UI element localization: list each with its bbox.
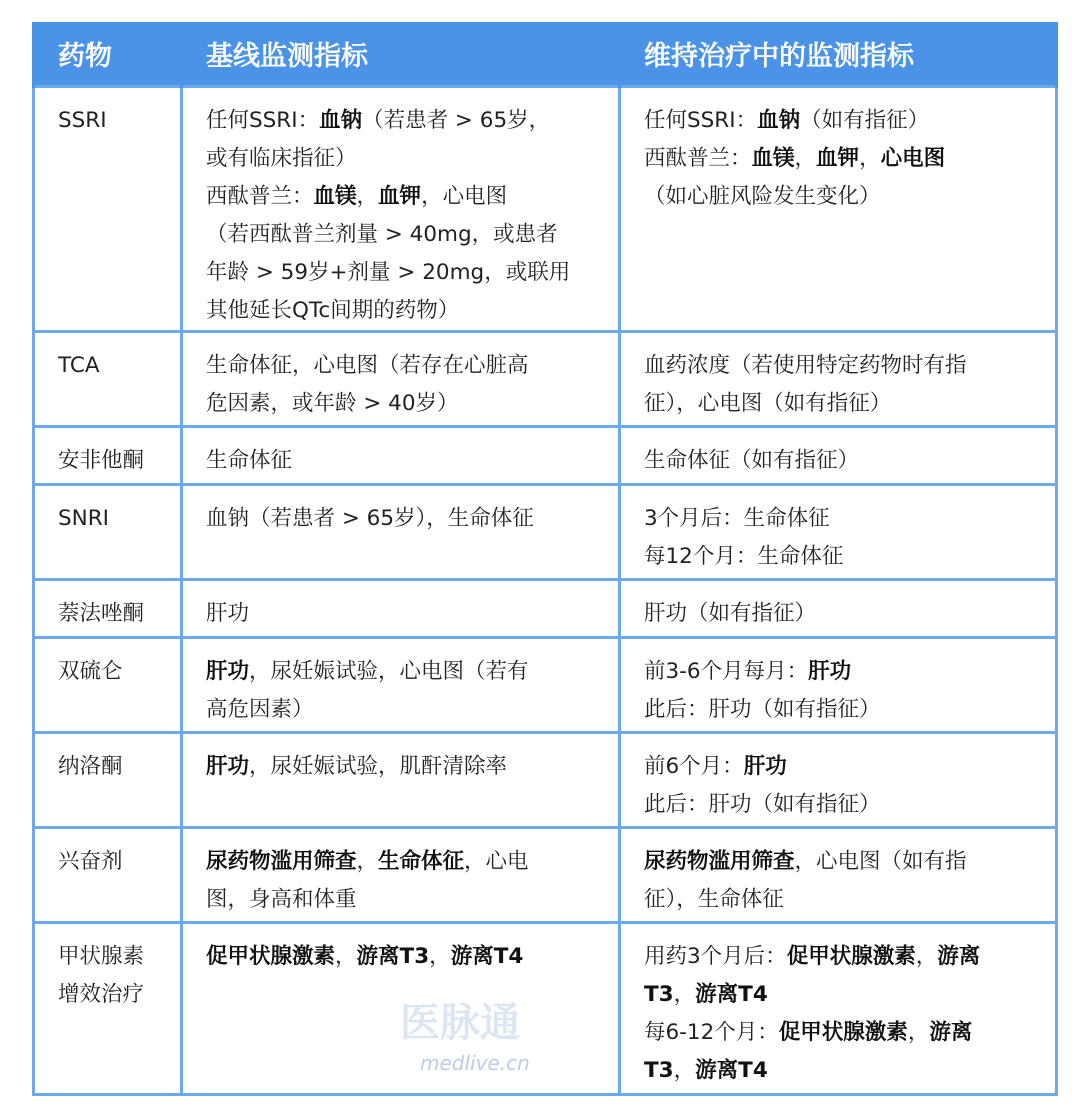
header-drug: 药物 <box>34 22 182 87</box>
bold-text: 血钾 <box>378 184 422 209</box>
text: 或有临床指征） <box>206 146 357 171</box>
cell-line <box>206 938 608 976</box>
cell-line <box>644 843 1045 881</box>
text: 此后：肝功（如有指征） <box>644 792 881 817</box>
text: ， <box>859 146 881 171</box>
text: ，心电 <box>464 849 529 874</box>
text: （若患者 > 65岁， <box>362 108 551 133</box>
maintenance-cell <box>620 733 1057 828</box>
text: （若西酞普兰剂量 > 40mg，或患者 <box>206 222 558 247</box>
bold-text: 促甲状腺激素 <box>206 944 336 969</box>
cell-line <box>206 140 608 178</box>
baseline-cell <box>182 427 620 485</box>
text: 生命体征（如有指征） <box>644 448 860 473</box>
drug-cell <box>34 427 182 485</box>
bold-text: 血钠 <box>757 108 801 133</box>
text: 前6个月： <box>644 754 744 779</box>
text: 高危因素） <box>206 697 314 722</box>
text: 西酞普兰： <box>644 146 752 171</box>
bold-text: 血镁 <box>751 146 795 171</box>
table-row <box>34 332 1057 427</box>
cell-line <box>206 595 608 633</box>
baseline-cell <box>182 332 620 427</box>
table-row <box>34 485 1057 580</box>
drug-name: 安非他酮 <box>58 448 145 473</box>
cell-line <box>644 442 1045 480</box>
bold-text: 肝功 <box>206 659 250 684</box>
drug-name: 双硫仑 <box>58 659 123 684</box>
maintenance-cell <box>620 580 1057 638</box>
bold-text: 血钾 <box>816 146 860 171</box>
table-row <box>34 87 1057 332</box>
cell-line <box>644 653 1045 691</box>
cell-line <box>644 976 1045 1014</box>
bold-text: 血镁 <box>313 184 357 209</box>
cell-line <box>644 140 1045 178</box>
cell-line <box>206 442 608 480</box>
text: 西酞普兰： <box>206 184 314 209</box>
drug-name: 兴奋剂 <box>58 849 123 874</box>
header-maintenance: 维持治疗中的监测指标 <box>620 22 1057 87</box>
cell-line <box>644 881 1045 919</box>
text: 图，身高和体重 <box>206 887 357 912</box>
cell-line <box>644 538 1045 576</box>
cell-line <box>206 500 608 538</box>
bold-text: 游离T4 <box>695 982 768 1007</box>
bold-text: 游离T4 <box>695 1058 768 1083</box>
text: （如有指征） <box>800 108 930 133</box>
cell-line <box>644 1014 1045 1052</box>
table-row <box>34 923 1057 1095</box>
maintenance-cell <box>620 828 1057 923</box>
text: ， <box>356 849 379 874</box>
drug-name: 甲状腺素 <box>58 944 145 969</box>
text: 任何SSRI： <box>644 108 758 133</box>
maintenance-cell <box>620 87 1057 332</box>
bold-text: 尿药物滥用筛查 <box>644 849 795 874</box>
text: 征），生命体征 <box>644 887 784 912</box>
drug-cell <box>34 332 182 427</box>
baseline-cell <box>182 580 620 638</box>
text: ，心电图（如有指 <box>794 849 967 874</box>
text: ， <box>335 944 357 969</box>
watermark-logo: 医脉通 <box>400 1000 520 1046</box>
table-row <box>34 427 1057 485</box>
table-body <box>34 87 1057 1095</box>
table-row <box>34 828 1057 923</box>
bold-text: 游离T4 <box>450 944 524 969</box>
cell-line <box>644 938 1045 976</box>
cell-line <box>206 843 608 881</box>
maintenance-cell <box>620 485 1057 580</box>
cell-line <box>206 347 608 385</box>
text: 生命体征，心电图（若存在心脏高 <box>206 353 529 378</box>
text: 征），心电图（如有指征） <box>644 391 892 416</box>
text: （如心脏风险发生变化） <box>644 184 881 209</box>
baseline-cell <box>182 485 620 580</box>
text: ，尿妊娠试验，心电图（若有 <box>249 659 529 684</box>
text: ， <box>673 1058 696 1083</box>
cell-line <box>206 653 608 691</box>
cell-line <box>644 500 1045 538</box>
text: 此后：肝功（如有指征） <box>644 697 881 722</box>
text: 生命体征 <box>206 448 293 473</box>
cell-line <box>206 216 608 254</box>
text: 任何SSRI： <box>206 108 320 133</box>
cell-line <box>644 691 1045 729</box>
drug-cell <box>34 828 182 923</box>
drug-cell <box>34 485 182 580</box>
baseline-cell <box>182 638 620 733</box>
text: ， <box>356 184 379 209</box>
cell-line <box>206 292 608 330</box>
baseline-cell <box>182 828 620 923</box>
text: 血钠（若患者 > 65岁），生命体征 <box>206 506 534 531</box>
bold-text: 游离T3 <box>356 944 430 969</box>
text: ，心电图 <box>421 184 508 209</box>
text: 血药浓度（若使用特定药物时有指 <box>644 353 967 378</box>
bold-text: T3 <box>644 1058 674 1083</box>
baseline-cell <box>182 733 620 828</box>
cell-line <box>644 347 1045 385</box>
drug-cell <box>34 87 182 332</box>
maintenance-cell <box>620 427 1057 485</box>
bold-text: 心电图 <box>880 146 946 171</box>
table-row <box>34 733 1057 828</box>
drug-name: 纳洛酮 <box>58 754 123 779</box>
text: ，尿妊娠试验，肌酐清除率 <box>249 754 508 779</box>
watermark-site: medlive.cn <box>420 1051 530 1075</box>
maintenance-cell <box>620 638 1057 733</box>
text: ， <box>673 982 696 1007</box>
text: ， <box>794 146 817 171</box>
maintenance-cell <box>620 332 1057 427</box>
baseline-cell <box>182 87 620 332</box>
cell-line <box>206 385 608 423</box>
cell-line <box>206 178 608 216</box>
monitoring-table <box>32 22 1058 1096</box>
table-row <box>34 638 1057 733</box>
text: ， <box>429 944 451 969</box>
drug-name: SSRI <box>58 108 107 133</box>
cell-line <box>206 691 608 729</box>
maintenance-cell <box>620 923 1057 1095</box>
drug-cell <box>34 923 182 1095</box>
text: 肝功 <box>206 601 250 626</box>
text: 每6-12个月： <box>644 1020 779 1045</box>
bold-text: 促甲状腺激素 <box>786 944 916 969</box>
drug-cell <box>34 638 182 733</box>
drug-name: 增效治疗 <box>58 982 145 1007</box>
bold-text: 肝功 <box>743 754 787 779</box>
cell-line <box>206 881 608 919</box>
text: 危因素，或年龄 > 40岁） <box>206 391 459 416</box>
cell-line <box>206 748 608 786</box>
drug-name: 萘法唑酮 <box>58 601 145 626</box>
header-baseline: 基线监测指标 <box>182 22 620 87</box>
bold-text: 游离 <box>929 1020 973 1045</box>
text: 用药3个月后： <box>644 944 787 969</box>
text: ， <box>915 944 938 969</box>
text: 年龄 > 59岁+剂量 > 20mg，或联用 <box>206 260 571 285</box>
cell-line <box>644 385 1045 423</box>
cell-line <box>644 178 1045 216</box>
bold-text: 血钠 <box>319 108 363 133</box>
bold-text: 生命体征 <box>378 849 465 874</box>
cell-line <box>206 254 608 292</box>
text: ， <box>907 1020 930 1045</box>
drug-cell <box>34 733 182 828</box>
text: 3个月后：生命体征 <box>644 506 830 531</box>
cell-line <box>644 102 1045 140</box>
drug-name: SNRI <box>58 506 110 531</box>
cell-line <box>644 595 1045 633</box>
bold-text: 尿药物滥用筛查 <box>206 849 357 874</box>
bold-text: T3 <box>644 982 674 1007</box>
cell-line <box>644 786 1045 824</box>
text: 肝功（如有指征） <box>644 601 817 626</box>
text: 每12个月：生命体征 <box>644 544 844 569</box>
cell-line <box>644 1052 1045 1090</box>
text: 前3-6个月每月： <box>644 659 809 684</box>
bold-text: 肝功 <box>808 659 852 684</box>
text: 其他延长QTc间期的药物） <box>206 298 460 323</box>
cell-line <box>644 748 1045 786</box>
bold-text: 肝功 <box>206 754 250 779</box>
drug-cell <box>34 580 182 638</box>
bold-text: 游离 <box>937 944 981 969</box>
drug-name: TCA <box>58 353 100 378</box>
table-row <box>34 580 1057 638</box>
bold-text: 促甲状腺激素 <box>778 1020 908 1045</box>
table-header-row <box>34 22 1057 87</box>
cell-line <box>206 102 608 140</box>
